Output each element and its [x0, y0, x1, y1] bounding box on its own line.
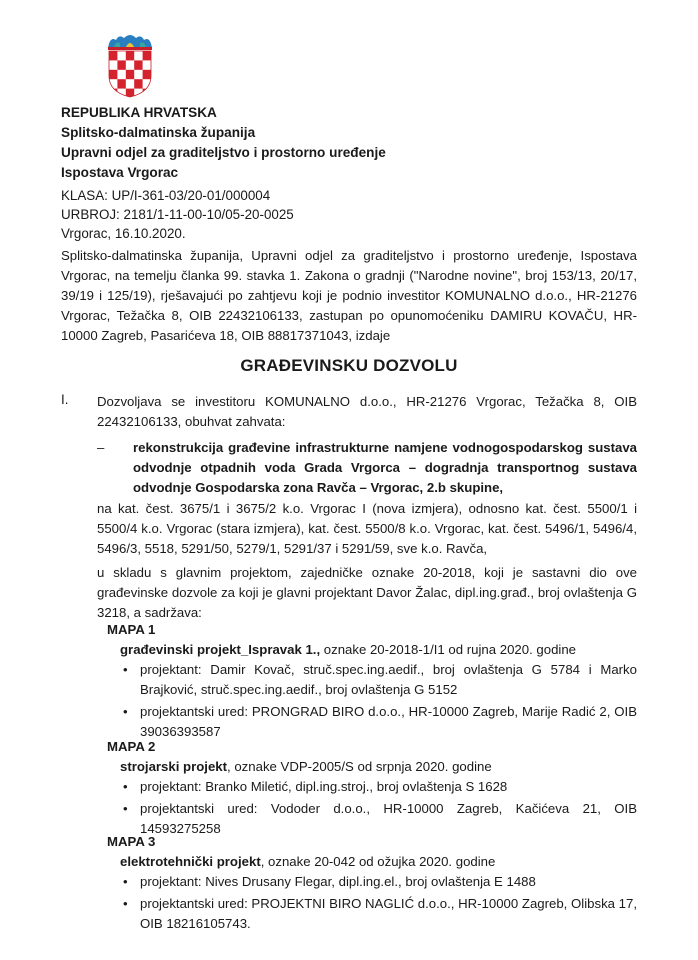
mapa-title: MAPA 1 — [107, 622, 156, 637]
document-meta — [61, 186, 294, 243]
bullet-icon: • — [123, 662, 128, 677]
header-county: Splitsko-dalmatinska županija — [61, 125, 256, 140]
project-name: građevinski projekt_Ispravak 1., — [120, 642, 321, 657]
section-text: Dozvoljava se investitoru KOMUNALNO d.o.o., HR-21276 Vrgorac, Težačka 8, OIB 22432106133, obuhvat zahvata: — [97, 394, 637, 429]
mapa-title: MAPA 3 — [107, 834, 156, 849]
location-paragraph: na kat. čest. 3675/1 i 3675/2 k.o. Vrgorac I (nova izmjera), odnosno kat. čest. 5500/1 i 5500/4 k.o. Vrgorac (stara izmjera), kat. čest. 5500/8 k.o. Vrgorac, kat. čest. 5496/1, 5496/4, 5496/3, 5518, 5291/50, 5279/1, 5291/37 i 5291/59, sve k.o. Ravča, — [97, 501, 637, 556]
mapa-items — [107, 872, 637, 934]
list-item: • projektant: Branko Miletić, dipl.ing.stroj., broj ovlaštenja S 1628 — [120, 777, 637, 797]
project-name: strojarski projekt — [120, 759, 228, 774]
issuer-header — [61, 103, 386, 183]
croatian-coat-of-arms-icon — [104, 32, 156, 98]
mapa-project — [107, 757, 637, 777]
project-details: oznake 20-2018-1/I1 od rujna 2020. godine — [320, 642, 577, 657]
header-country: REPUBLIKA HRVATSKA — [61, 105, 217, 120]
mapa-project — [107, 852, 637, 872]
document-title: GRAĐEVINSKU DOZVOLU — [240, 356, 458, 375]
bullet-icon: • — [123, 779, 128, 794]
klasa: KLASA: UP/I-361-03/20-01/000004 — [61, 188, 271, 203]
bullet-icon: • — [123, 874, 128, 889]
list-item: • projektantski ured: PRONGRAD BIRO d.o.o., HR-10000 Zagreb, Marije Radić 2, OIB 39036393587 — [123, 704, 637, 739]
bullet-icon: • — [123, 704, 128, 719]
mapa-title: MAPA 2 — [107, 739, 156, 754]
list-item: • projektantski ured: Vododer d.o.o., HR-10000 Zagreb, Kačićeva 21, OIB 14593275258 — [123, 801, 637, 836]
header-department: Upravni odjel za graditeljstvo i prostorno uređenje — [61, 145, 386, 160]
place-date: Vrgorac, 16.10.2020. — [61, 226, 186, 241]
list-item: • projektant: Damir Kovač, struč.spec.ing.aedif., broj ovlaštenja G 5784 i Marko Brajković, struč.spec.ing.aedif., broj ovlaštenja G 5152 — [123, 662, 637, 697]
project-details: , oznake 20-042 od ožujka 2020. godine — [260, 854, 496, 869]
mapa-items — [107, 777, 637, 839]
list-item: • projektant: Nives Drusany Flegar, dipl.ing.el., broj ovlaštenja E 1488 — [120, 872, 637, 892]
mapa-3 — [107, 832, 637, 936]
dash-marker: – — [97, 440, 105, 455]
compliance-paragraph: u skladu s glavnim projektom, zajedničke oznake 20-2018, koji je sastavni dio ove građevinske dozvole za koji je glavni projektant Davor Žalac, dipl.ing.građ., broj ovlaštenja G 3218, a sadržava: — [97, 565, 637, 620]
bullet-icon: • — [123, 801, 128, 816]
intro-paragraph: Splitsko-dalmatinska županija, Upravni odjel za graditeljstvo i prostorno uređenje, Ispostava Vrgorac, na temelju članka 99. stavka 1. Zakona o gradnji ("Narodne novine", broj 153/13, 20/17, 39/19 i 125/19), rješavajući po zahtjevu koji je podnio investitor KOMUNALNO d.o.o., HR-21276 Vrgorac, Težačka 8, OIB 22432106133, zastupan po opunomoćeniku DAMIRU KOVAČU, HR-10000 Zagreb, Pasarićeva 18, OIB 88817371043, izdaje — [61, 248, 637, 343]
bullet-icon: • — [123, 896, 128, 911]
header-office: Ispostava Vrgorac — [61, 165, 179, 180]
mapa-items — [107, 660, 637, 742]
project-name: elektrotehnički projekt — [120, 854, 261, 869]
mapa-2 — [107, 737, 637, 841]
list-item: • projektantski ured: PROJEKTNI BIRO NAGLIĆ d.o.o., HR-10000 Zagreb, Olibska 17, OIB 18216105743. — [123, 896, 637, 931]
mapa-1 — [107, 620, 637, 744]
urbroj: URBROJ: 2181/1-11-00-10/05-20-0025 — [61, 207, 294, 222]
section-number: I. — [61, 392, 69, 407]
mapa-project — [107, 640, 637, 660]
scope-text: rekonstrukcija građevine infrastrukturne namjene vodnogospodarskog sustava odvodnje otpadnih voda Grada Vrgorca – dogradnja transportnog sustava odvodnje Gospodarska zona Ravča – Vrgorac, 2.b skupine, — [133, 440, 637, 495]
project-details: , oznake VDP-2005/S od srpnja 2020. godine — [227, 759, 492, 774]
